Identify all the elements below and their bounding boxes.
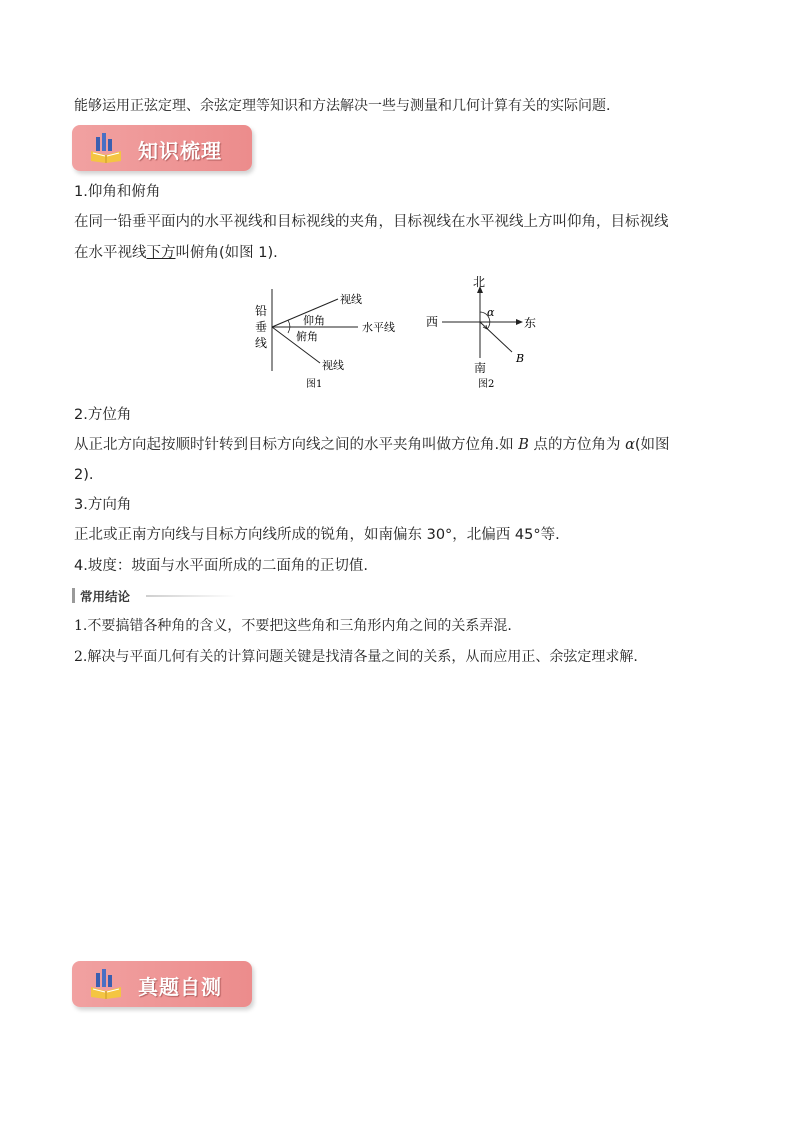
book-icon: [90, 969, 122, 1003]
fig1-label-vertical-3: 线: [255, 336, 268, 350]
fig2-label-north: 北: [473, 275, 486, 289]
text-run: 叫俯角(如图 1).: [175, 245, 278, 261]
figure-2-bearing: [420, 272, 550, 394]
fig1-label-sight-down: 视线: [322, 359, 344, 372]
book-icon: [90, 133, 122, 167]
subheading-bar: [72, 588, 75, 603]
paragraph-line: [74, 243, 278, 263]
fig1-label-vertical-2: 垂: [255, 320, 268, 334]
section-title: 知识梳理: [138, 139, 222, 163]
section-banner-knowledge: [72, 125, 252, 171]
heading-elevation-depression: 1.仰角和俯角: [74, 184, 161, 200]
fig2-label-east: 东: [524, 316, 537, 330]
subheading-divider: [146, 595, 236, 597]
paragraph-line: 2).: [74, 467, 94, 483]
section-banner-self-test: [72, 961, 252, 1007]
fig2-label-b: B: [516, 352, 525, 365]
heading-bearing-angle: 2.方位角: [74, 407, 132, 423]
fig1-label-horizontal: 水平线: [362, 321, 395, 334]
paragraph-line: 4.坡度：坡面与水平面所成的二面角的正切值.: [74, 558, 368, 574]
fig1-label-sight-up: 视线: [340, 293, 362, 306]
fig1-label-vertical-1: 铅: [255, 304, 268, 318]
section-title: 真题自测: [138, 975, 222, 999]
subheading-common-conclusions: [72, 587, 232, 605]
figure-1-elevation-depression: [250, 285, 410, 395]
fig1-label-elevation: 仰角: [303, 314, 325, 327]
italic-variable: α: [625, 437, 635, 453]
text-run: 在水平视线: [74, 245, 147, 261]
text-run: (如图: [634, 437, 670, 453]
paragraph-line: 正北或正南方向线与目标方向线所成的锐角，如南偏东 30°，北偏西 45°等.: [74, 527, 560, 543]
fig1-caption: 图1: [306, 379, 323, 390]
conclusion-item: 1.不要搞错各种角的含义，不要把这些角和三角形内角之间的关系弄混.: [74, 618, 512, 634]
italic-variable: B: [518, 437, 529, 453]
fig2-label-south: 南: [474, 361, 487, 375]
paragraph-line: 在同一铅垂平面内的水平视线和目标视线的夹角，目标视线在水平视线上方叫仰角，目标视线: [74, 214, 669, 230]
conclusion-item: 2.解决与平面几何有关的计算问题关键是找清各量之间的关系，从而应用正、余弦定理求解.: [74, 649, 638, 665]
fig2-label-west: 西: [426, 315, 439, 329]
text-run: 点的方位角为: [528, 437, 626, 453]
heading-direction-angle: 3.方向角: [74, 497, 132, 513]
intro-text: 能够运用正弦定理、余弦定理等知识和方法解决一些与测量和几何计算有关的实际问题.: [74, 98, 611, 114]
subheading-text: 常用结论: [80, 589, 131, 604]
underlined-text: 下方: [146, 245, 176, 261]
fig2-caption: 图2: [478, 379, 495, 390]
fig1-label-depression: 俯角: [296, 330, 318, 343]
text-run: 从正北方向起按顺时针转到目标方向线之间的水平夹角叫做方位角.如: [74, 437, 519, 453]
paragraph-line: [74, 435, 670, 455]
fig2-label-alpha: α: [487, 306, 495, 319]
